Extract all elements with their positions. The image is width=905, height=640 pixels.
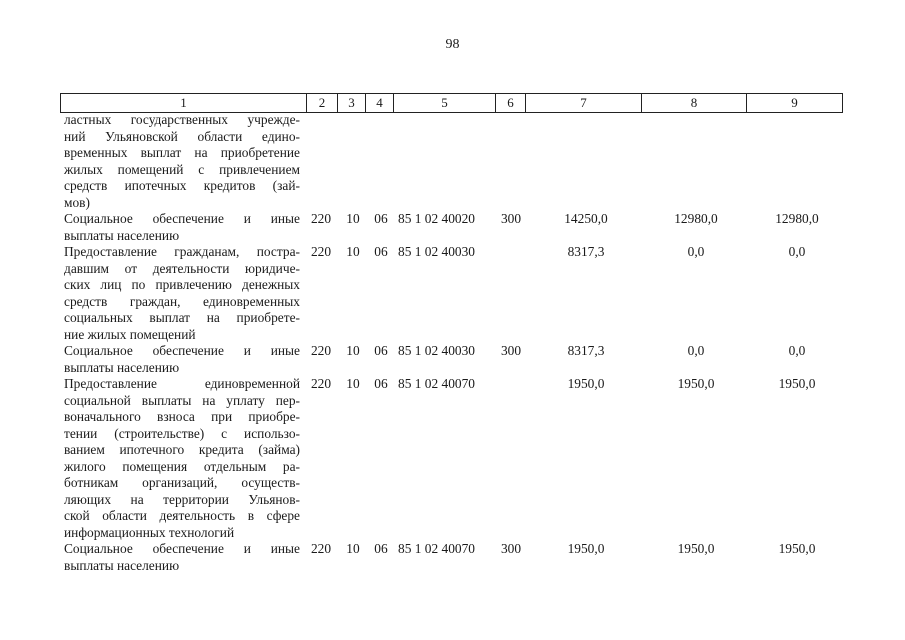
amount-year-1: 8317,3 [567,244,605,259]
subsection-code: 06 [374,343,388,358]
amount-year-3: 1950,0 [778,541,816,556]
expense-name [64,343,300,376]
column-header-3: 3 [338,94,366,113]
expense-name-line: ластных государственных учрежде- [64,112,300,127]
amount-year-1: 14250,0 [564,211,608,226]
expense-name-line: мов) [64,194,90,210]
expense-name-line: ской области деятельность в сфере [64,508,300,523]
section-code: 10 [346,343,360,358]
subsection-code: 06 [374,541,388,556]
expense-name-line: информационных технологий [64,524,235,540]
expense-name-line: ских лиц по привлечению денежных [64,277,300,292]
expense-name [64,244,300,343]
budget-table-body [60,112,844,574]
expense-type-code: 300 [500,541,522,556]
expense-name-line: средств граждан, единовременных [64,293,300,309]
expense-name-line: Предоставление гражданам, постра- [64,244,300,259]
subsection-code: 06 [374,376,388,391]
expense-name-line: выплаты населению [64,557,180,573]
column-header-8: 8 [642,94,747,113]
expense-name-line: воначального взноса при приобре- [64,409,300,424]
expense-name [64,376,300,541]
expense-name-line: ние жилых помещений [64,326,196,342]
target-article-code: 85 1 02 40070 [398,541,475,556]
expense-name-line: ний Ульяновской области едино- [64,128,300,144]
expense-name [64,211,300,244]
amount-year-1: 1950,0 [567,376,605,391]
table-row [60,244,844,343]
ministry-code: 220 [310,211,332,226]
expense-name-line: Социальное обеспечение и иные [64,343,300,358]
amount-year-2: 0,0 [687,343,705,358]
table-row [60,211,844,244]
expense-name-line: ванием ипотечного кредита (займа) [64,442,300,457]
expense-name-line: давшим от деятельности юридиче- [64,260,300,276]
expense-name-line: выплаты населению [64,359,180,375]
expense-name-line: выплаты населению [64,227,180,243]
ministry-code: 220 [310,541,332,556]
column-header-9: 9 [747,94,843,113]
subsection-code: 06 [374,244,388,259]
column-header-row [61,94,843,113]
amount-year-2: 1950,0 [677,376,715,391]
amount-year-2: 0,0 [687,244,705,259]
expense-name-line: ляющих на территории Ульянов- [64,491,300,507]
expense-name-line: временных выплат на приобретение [64,145,300,160]
expense-name [64,112,300,211]
amount-year-2: 1950,0 [677,541,715,556]
table-row [60,112,844,211]
section-code: 10 [346,541,360,556]
expense-name-line: Социальное обеспечение и иные [64,211,300,226]
target-article-code: 85 1 02 40020 [398,211,475,226]
column-header-7: 7 [526,94,642,113]
amount-year-1: 8317,3 [567,343,605,358]
target-article-code: 85 1 02 40030 [398,244,475,259]
column-header-6: 6 [496,94,526,113]
ministry-code: 220 [310,376,332,391]
expense-name-line: социальной выплаты на уплату пер- [64,392,300,408]
section-code: 10 [346,244,360,259]
expense-name-line: средств ипотечных кредитов (зай- [64,178,300,193]
expense-name-line: жилого помещения отдельным ра- [64,458,300,474]
expense-name-line: тении (строительстве) с использо- [64,425,300,441]
expense-name-line: Социальное обеспечение и иные [64,541,300,556]
column-header-4: 4 [366,94,394,113]
table-row [60,343,844,376]
column-header-2: 2 [307,94,338,113]
amount-year-1: 1950,0 [567,541,605,556]
amount-year-3: 0,0 [788,343,806,358]
expense-name-line: Предоставление единовременной [64,376,300,391]
table-row [60,541,844,574]
column-header-table [60,93,843,113]
expense-name [64,541,300,574]
expense-type-code: 300 [500,211,522,226]
expense-name-line: социальных выплат на приобрете- [64,310,300,325]
amount-year-3: 12980,0 [775,211,819,226]
ministry-code: 220 [310,244,332,259]
expense-name-line: жилых помещений с привлечением [64,161,300,177]
column-header-1: 1 [61,94,307,113]
ministry-code: 220 [310,343,332,358]
amount-year-3: 1950,0 [778,376,816,391]
column-header-5: 5 [394,94,496,113]
subsection-code: 06 [374,211,388,226]
amount-year-3: 0,0 [788,244,806,259]
expense-type-code: 300 [500,343,522,358]
amount-year-2: 12980,0 [674,211,718,226]
target-article-code: 85 1 02 40070 [398,376,475,391]
table-row [60,376,844,541]
expense-name-line: ботникам организаций, осуществ- [64,475,300,490]
section-code: 10 [346,376,360,391]
section-code: 10 [346,211,360,226]
page-number: 98 [445,37,460,52]
target-article-code: 85 1 02 40030 [398,343,475,358]
